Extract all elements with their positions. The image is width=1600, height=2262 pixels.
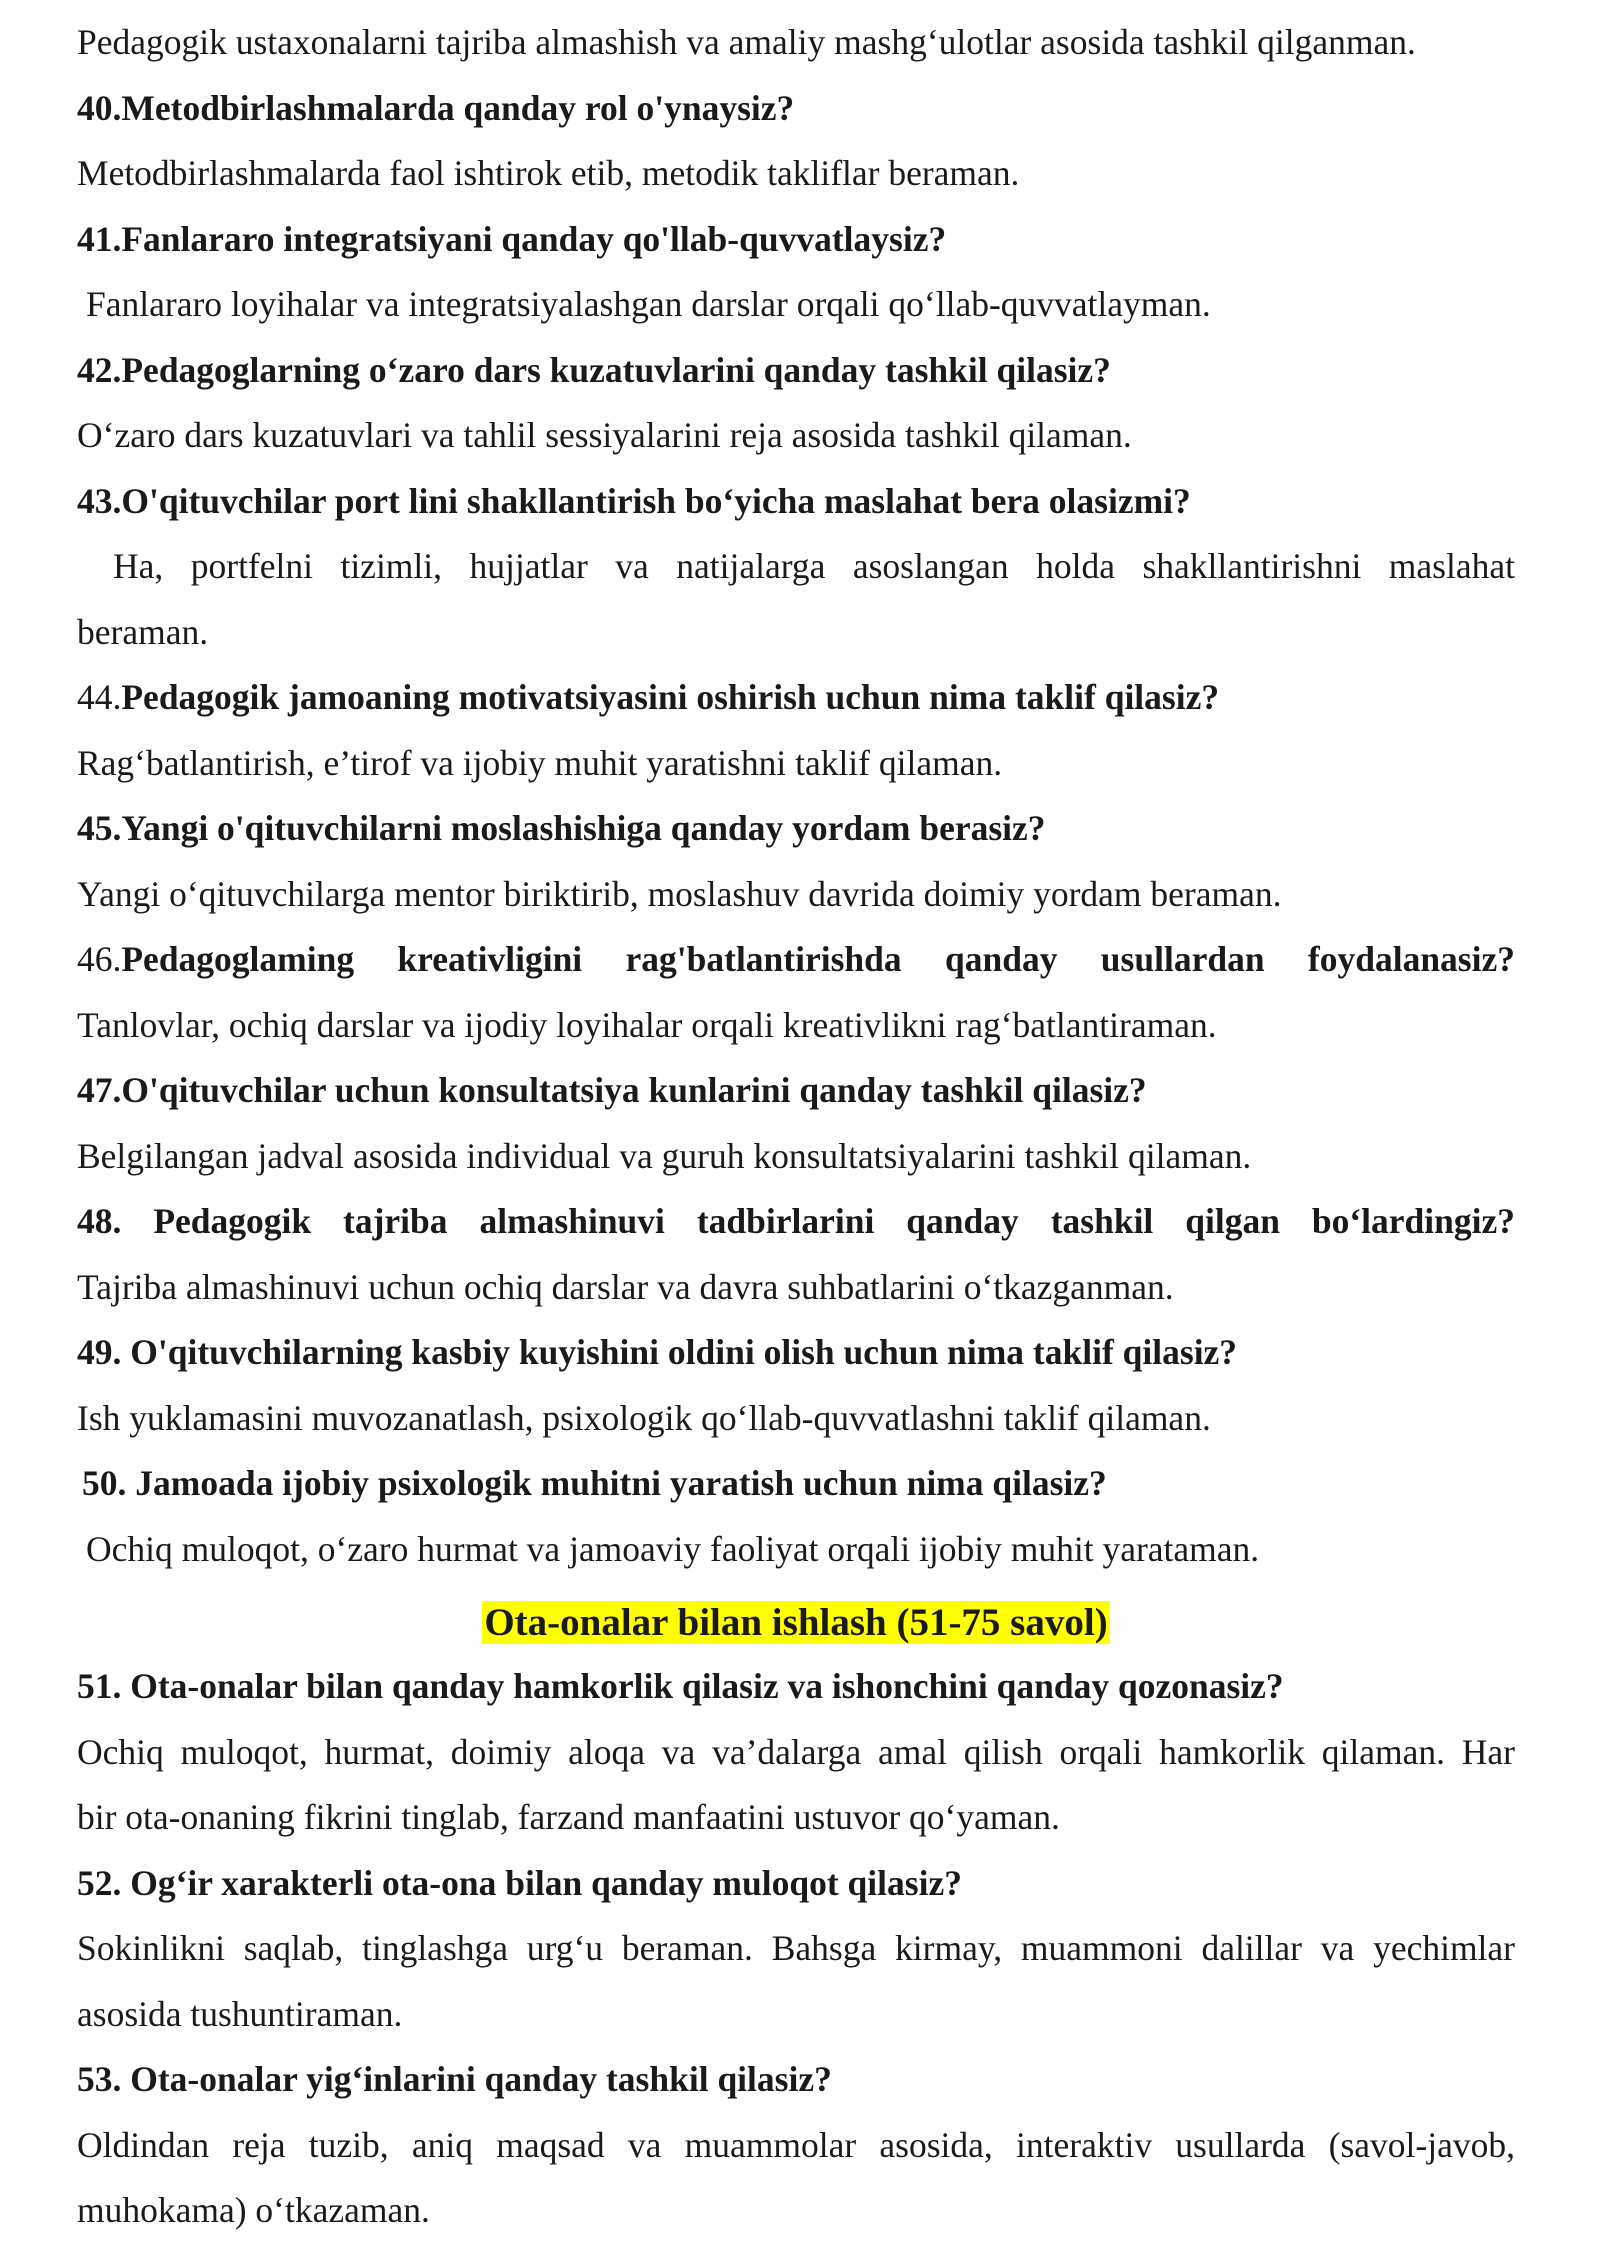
question-45 — [77, 801, 1515, 867]
question-42 — [77, 343, 1515, 409]
answer-52-line-1: Sokinlikni saqlab, tinglashga urg‘u beraman. Bahsga kirmay, muammoni dalillar va yechimlar — [77, 1928, 1515, 1968]
question-41 — [77, 212, 1515, 278]
question-number: 53. — [77, 2059, 122, 2099]
answer-51-line-1: Ochiq muloqot, hurmat, doimiy aloqa va va’dalarga amal qilish orqali hamkorlik qilaman. Har — [77, 1731, 1515, 1772]
answer-52-line-2: asosida tushuntiraman. — [77, 1993, 403, 2034]
intro-paragraph: Pedagogik ustaxonalarni tajriba almashish va amaliy mashg‘ulotlar asosida tashkil qilganman. — [77, 22, 1416, 62]
question-text: O'qituvchilarning kasbiy kuyishini oldini olish uchun nima taklif qilasiz? — [130, 1332, 1238, 1372]
answer-43-line-2: beraman. — [77, 611, 209, 652]
answer-42: O‘zaro dars kuzatuvlari va tahlil sessiyalarini reja asosida tashkil qilaman. — [77, 415, 1132, 455]
answer-51-line-2: bir ota-onaning fikrini tinglab, farzand manfaatini ustuvor qo‘yaman. — [77, 1797, 1060, 1837]
question-text: Pedagoglaming kreativligini rag'batlantirishda qanday usullardan foydalanasiz? — [121, 939, 1515, 979]
answer-43-line-1: Ha, portfelni tizimli, hujjatlar va natijalarga asoslangan holda shakllantirishni maslahat — [113, 546, 1515, 586]
answer-44: Rag‘batlantirish, e’tirof va ijobiy muhit yaratishni taklif qilaman. — [77, 742, 1003, 783]
question-48 — [77, 1194, 1515, 1260]
section-title: Ota-onalar bilan ishlash (51-75 savol) — [484, 1601, 1108, 1644]
answer-53-line-2: muhokama) o‘tkazaman. — [77, 2190, 430, 2230]
question-51 — [77, 1659, 1515, 1725]
question-40 — [77, 81, 1515, 147]
answer-50: Ochiq muloqot, o‘zaro hurmat va jamoaviy faoliyat orqali ijobiy muhit yarataman. — [86, 1528, 1260, 1569]
answer-48: Tajriba almashinuvi uchun ochiq darslar va davra suhbatlarini o‘tkazganman. — [77, 1266, 1174, 1307]
question-number: 45. — [77, 808, 122, 848]
question-number: 44. — [77, 677, 122, 717]
answer-49: Ish yuklamasini muvozanatlash, psixologik qo‘llab-quvvatlashni taklif qilaman. — [77, 1397, 1211, 1438]
question-number: 51. — [77, 1666, 122, 1706]
question-text: Yangi o'qituvchilarni moslashishiga qanday yordam berasiz? — [121, 808, 1046, 848]
question-text: Jamoada ijobiy psixologik muhitni yaratish uchun nima qilasiz? — [135, 1463, 1107, 1503]
question-text: Pedagogik tajriba almashinuvi tadbirlarini qanday tashkil qilgan bo‘lardingiz? — [153, 1201, 1516, 1241]
question-text: Pedagogik jamoaning motivatsiyasini oshirish uchun nima taklif qilasiz? — [121, 677, 1220, 717]
document-page — [77, 15, 1515, 2249]
question-number: 50. — [82, 1463, 127, 1503]
question-number: 49. — [77, 1332, 122, 1372]
question-text: Pedagoglarning o‘zaro dars kuzatuvlarini qanday tashkil qilasiz? — [121, 349, 1111, 390]
question-number: 46. — [77, 939, 122, 979]
question-text: Ota-onalar yig‘inlarini qanday tashkil qilasiz? — [130, 2059, 832, 2099]
question-46 — [77, 932, 1515, 998]
question-number: 42. — [77, 349, 122, 390]
question-52 — [77, 1856, 1515, 1922]
question-43 — [77, 474, 1515, 540]
question-53 — [77, 2052, 1515, 2118]
question-50 — [77, 1456, 1515, 1522]
question-number: 41. — [77, 218, 122, 259]
question-44 — [77, 670, 1515, 736]
answer-53-line-1: Oldindan reja tuzib, aniq maqsad va muammolar asosida, interaktiv usullarda (savol-javob, — [77, 2124, 1515, 2165]
question-number: 43. — [77, 480, 122, 521]
answer-47: Belgilangan jadval asosida individual va guruh konsultatsiyalarini tashkil qilaman. — [77, 1135, 1252, 1176]
question-text: Og‘ir xarakterli ota-ona bilan qanday muloqot qilasiz? — [130, 1862, 962, 1903]
question-text: Ota-onalar bilan qanday hamkorlik qilasiz va ishonchini qanday qozonasiz? — [130, 1666, 1284, 1706]
question-number: 40. — [77, 87, 122, 128]
section-heading — [77, 1587, 1515, 1659]
answer-41: Fanlararo loyihalar va integratsiyalashgan darslar orqali qo‘llab-quvvatlayman. — [86, 284, 1211, 324]
question-47 — [77, 1063, 1515, 1129]
question-text: Metodbirlashmalarda qanday rol o'ynaysiz? — [121, 87, 795, 128]
question-49 — [77, 1325, 1515, 1391]
question-number: 52. — [77, 1862, 122, 1903]
answer-46: Tanlovlar, ochiq darslar va ijodiy loyihalar orqali kreativlikni rag‘batlantiraman. — [77, 1004, 1217, 1045]
question-text: O'qituvchilar port lini shakllantirish bo‘yicha maslahat bera olasizmi? — [121, 480, 1191, 521]
question-number: 48. — [77, 1201, 122, 1241]
question-number: 47. — [77, 1070, 122, 1110]
question-text: Fanlararo integratsiyani qanday qo'llab-quvvatlaysiz? — [121, 218, 947, 259]
answer-45: Yangi o‘qituvchilarga mentor biriktirib, moslashuv davrida doimiy yordam beraman. — [77, 873, 1282, 914]
question-text: O'qituvchilar uchun konsultatsiya kunlarini qanday tashkil qilasiz? — [121, 1070, 1147, 1110]
answer-40: Metodbirlashmalarda faol ishtirok etib, metodik takliflar beraman. — [77, 153, 1020, 193]
